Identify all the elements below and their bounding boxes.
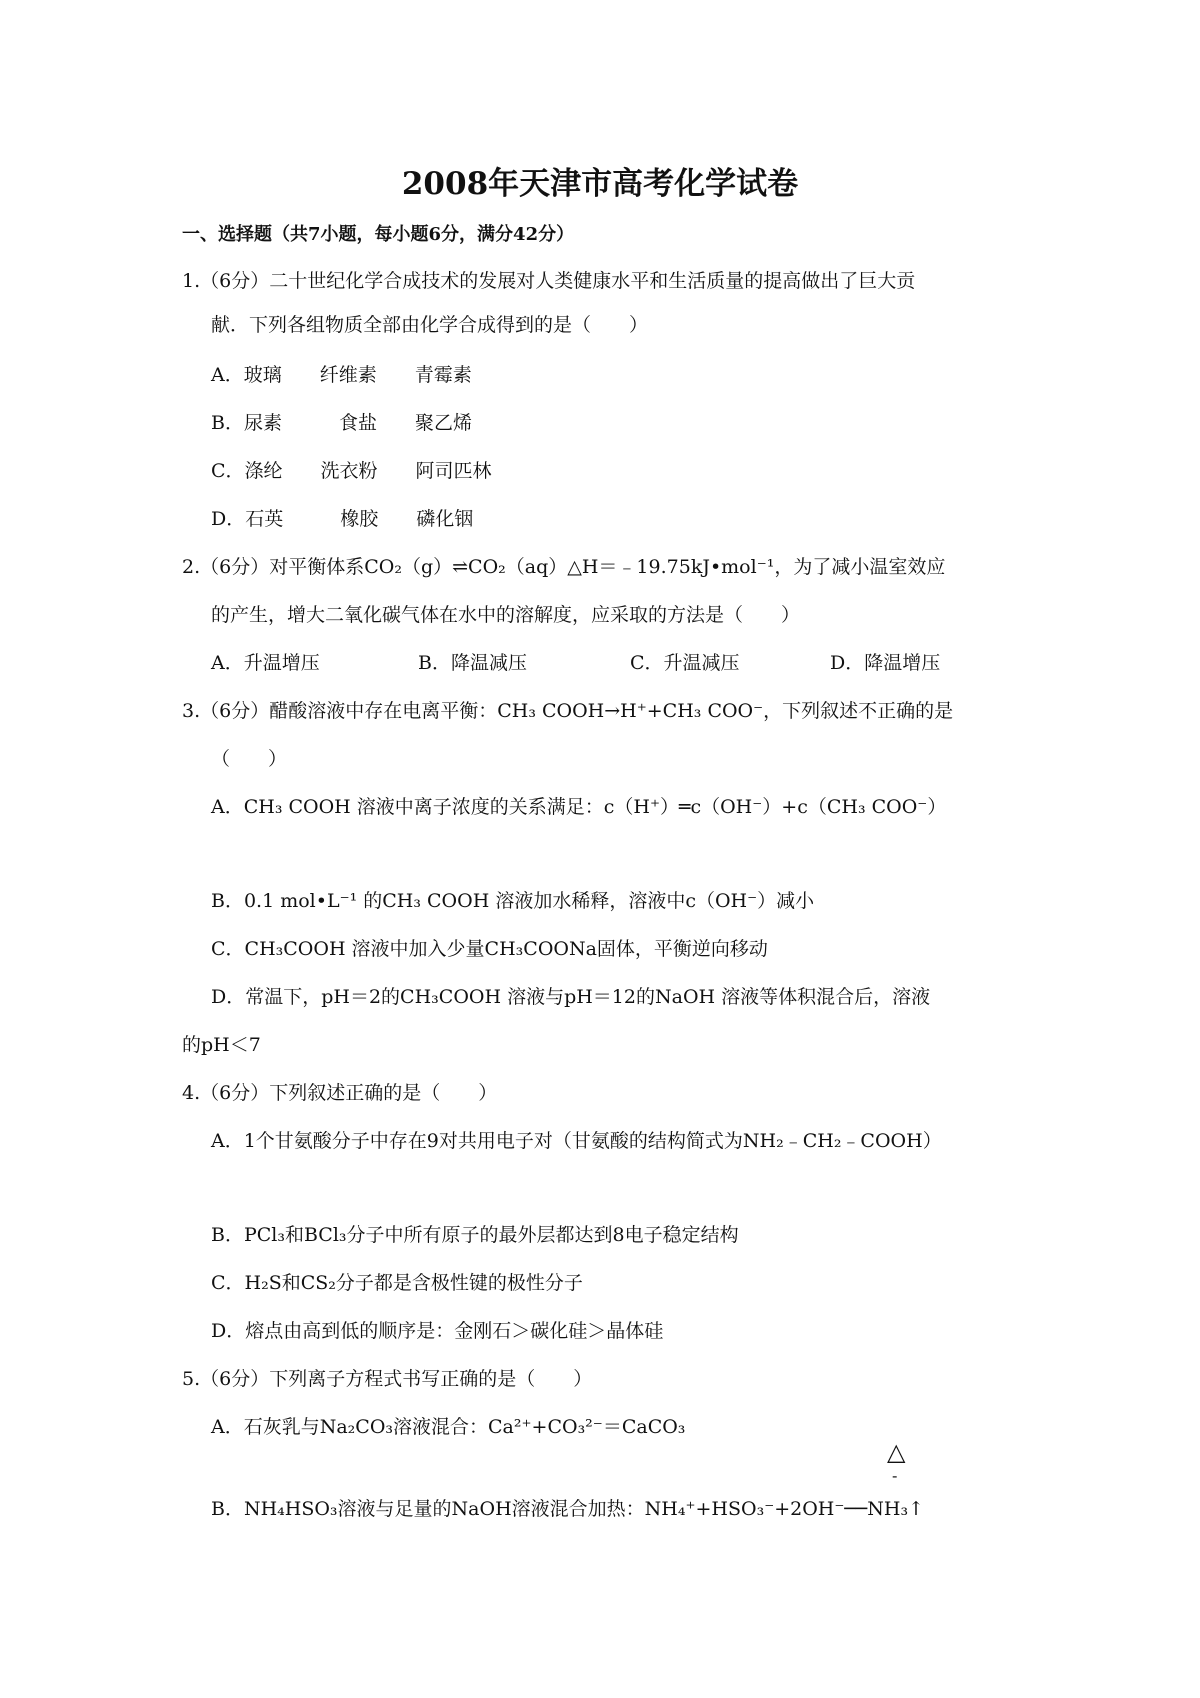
- q2-stem-line1: 2.（6分）对平衡体系CO₂（g）⇌CO₂（aq）△H＝﹣19.75kJ•mol⁻¹，为了减小温室效应: [182, 556, 946, 578]
- q2-stem-line2: 的产生，增大二氧化碳气体在水中的溶解度，应采取的方法是（ ）: [211, 604, 801, 626]
- section-heading: 一、选择题（共7小题，每小题6分，满分42分）: [182, 224, 575, 245]
- q1-stem-line1: 1.（6分）二十世纪化学合成技术的发展对人类健康水平和生活质量的提高做出了巨大贡: [182, 270, 916, 292]
- q4-stem: 4.（6分）下列叙述正确的是（ ）: [182, 1082, 498, 1104]
- q1-option-d: D．石英 橡胶 磷化铟: [211, 508, 474, 530]
- heat-symbol-dash: -: [892, 1466, 898, 1485]
- q3-stem-line2: （ ）: [211, 748, 288, 770]
- q1-option-c: C．涤纶 洗衣粉 阿司匹林: [211, 460, 492, 482]
- q1-stem-line2: 献．下列各组物质全部由化学合成得到的是（ ）: [211, 314, 649, 336]
- q1-option-b: B．尿素 食盐 聚乙烯: [211, 412, 472, 434]
- q4-option-b: B．PCl₃和BCl₃分子中所有原子的最外层都达到8电子稳定结构: [211, 1224, 739, 1246]
- q4-option-c: C．H₂S和CS₂分子都是含极性键的极性分子: [211, 1272, 583, 1294]
- q3-option-d-line1: D．常温下，pH＝2的CH₃COOH 溶液与pH＝12的NaOH 溶液等体积混合后，溶液: [211, 986, 931, 1008]
- q2-option-b: B．降温减压: [418, 652, 527, 674]
- q3-stem-line1: 3.（6分）醋酸溶液中存在电离平衡：CH₃ COOH→H⁺+CH₃ COO⁻，下列叙述不正确的是: [182, 700, 954, 722]
- q3-option-a: A．CH₃ COOH 溶液中离子浓度的关系满足：c（H⁺）═c（OH⁻）+c（CH₃ COO⁻）: [211, 796, 947, 818]
- q2-option-a: A．升温增压: [211, 652, 320, 674]
- q3-option-c: C．CH₃COOH 溶液中加入少量CH₃COONa固体，平衡逆向移动: [211, 938, 768, 960]
- q3-option-d-line2: 的pH＜7: [182, 1034, 261, 1056]
- heat-triangle-symbol: △: [887, 1438, 906, 1466]
- q5-option-b: B．NH₄HSO₃溶液与足量的NaOH溶液混合加热：NH₄⁺+HSO₃⁻+2OH⁻──NH₃↑: [211, 1498, 925, 1520]
- q1-option-a: A．玻璃 纤维素 青霉素: [211, 364, 472, 386]
- q3-option-b: B．0.1 mol•L⁻¹ 的CH₃ COOH 溶液加水稀释，溶液中c（OH⁻）减小: [211, 890, 815, 912]
- q5-stem: 5.（6分）下列离子方程式书写正确的是（ ）: [182, 1368, 593, 1390]
- q2-option-c: C．升温减压: [630, 652, 740, 674]
- q5-option-a: A．石灰乳与Na₂CO₃溶液混合：Ca²⁺+CO₃²⁻＝CaCO₃: [211, 1416, 686, 1438]
- q4-option-a: A．1个甘氨酸分子中存在9对共用电子对（甘氨酸的结构简式为NH₂﹣CH₂﹣COOH）: [211, 1130, 942, 1152]
- q4-option-d: D．熔点由高到低的顺序是：金刚石＞碳化硅＞晶体硅: [211, 1320, 664, 1342]
- page-title: 2008年天津市高考化学试卷: [401, 166, 799, 202]
- q2-option-d: D．降温增压: [830, 652, 941, 674]
